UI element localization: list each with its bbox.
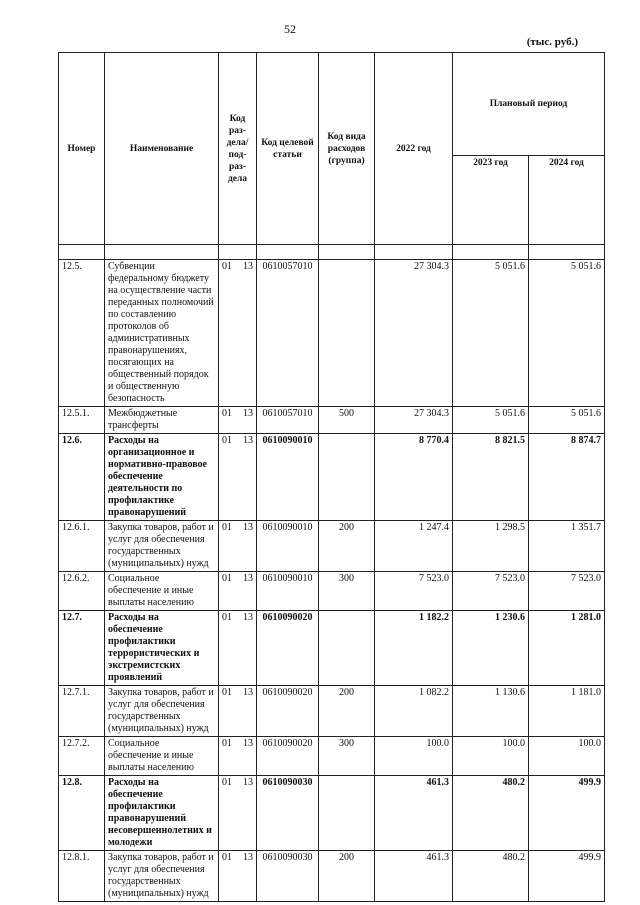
row-target-code: 0610057010: [257, 407, 319, 434]
row-expense-type: 200: [319, 521, 375, 572]
row-section: 01: [222, 738, 232, 749]
row-value-2022: 27 304.3: [375, 260, 453, 407]
row-section: 01: [222, 408, 232, 419]
table-row: [59, 737, 605, 776]
row-target-code: 0610090030: [257, 776, 319, 851]
row-target-code: 0610090030: [257, 851, 319, 902]
row-value-2022: 1 182.2: [375, 611, 453, 686]
row-value-2023: 480.2: [453, 851, 529, 902]
row-value-2022: 1 247.4: [375, 521, 453, 572]
row-subsection: 13: [243, 408, 253, 419]
header-section-code: Код раз-дела/ под-раз-дела: [219, 53, 257, 245]
row-name: Социальное обеспечение и иные выплаты населению: [105, 737, 219, 776]
page-number: 52: [284, 22, 296, 36]
table-row: [59, 521, 605, 572]
row-section-code: [219, 434, 257, 521]
row-value-2023: 5 051.6: [453, 260, 529, 407]
row-expense-type: 200: [319, 851, 375, 902]
row-target-code: 0610057010: [257, 260, 319, 407]
row-value-2024: 8 874.7: [529, 434, 605, 521]
table-row: [59, 611, 605, 686]
row-number: 12.8.: [59, 776, 105, 851]
row-subsection: 13: [243, 261, 253, 272]
row-name: Закупка товаров, работ и услуг для обеспечения государственных (муниципальных) нужд: [105, 521, 219, 572]
table-row: [59, 851, 605, 902]
header-target-code: Код целевой статьи: [257, 53, 319, 245]
table-row: [59, 407, 605, 434]
row-number: 12.6.2.: [59, 572, 105, 611]
row-target-code: 0610090010: [257, 521, 319, 572]
row-value-2024: 499.9: [529, 851, 605, 902]
header-planned-period: Плановый период: [453, 53, 605, 156]
row-section-code: [219, 521, 257, 572]
row-name: Расходы на организационное и нормативно-правовое обеспечение деятельности по профилактике правонарушений: [105, 434, 219, 521]
row-name: Межбюджетные трансферты: [105, 407, 219, 434]
row-section: 01: [222, 573, 232, 584]
row-section: 01: [222, 612, 232, 623]
row-section: 01: [222, 687, 232, 698]
row-subsection: 13: [243, 573, 253, 584]
row-number: 12.5.: [59, 260, 105, 407]
row-value-2024: 1 181.0: [529, 686, 605, 737]
row-section: 01: [222, 261, 232, 272]
row-value-2024: 1 281.0: [529, 611, 605, 686]
row-number: 12.8.1.: [59, 851, 105, 902]
units-label: (тыс. руб.): [526, 36, 578, 48]
row-expense-type: 300: [319, 572, 375, 611]
row-name: Закупка товаров, работ и услуг для обеспечения государственных (муниципальных) нужд: [105, 851, 219, 902]
row-value-2022: 8 770.4: [375, 434, 453, 521]
row-value-2023: 1 298.5: [453, 521, 529, 572]
row-target-code: 0610090020: [257, 737, 319, 776]
row-target-code: 0610090010: [257, 572, 319, 611]
row-value-2023: 1 230.6: [453, 611, 529, 686]
row-value-2023: 5 051.6: [453, 407, 529, 434]
row-section-code: [219, 572, 257, 611]
row-value-2022: 7 523.0: [375, 572, 453, 611]
row-expense-type: [319, 260, 375, 407]
row-value-2022: 461.3: [375, 776, 453, 851]
row-value-2022: 1 082.2: [375, 686, 453, 737]
row-section-code: [219, 260, 257, 407]
row-section-code: [219, 851, 257, 902]
budget-table: [58, 52, 605, 902]
row-value-2024: 499.9: [529, 776, 605, 851]
table-row: [59, 434, 605, 521]
row-target-code: 0610090020: [257, 611, 319, 686]
table-body: [59, 260, 605, 902]
row-section: 01: [222, 522, 232, 533]
row-subsection: 13: [243, 687, 253, 698]
row-name: Субвенции федеральному бюджету на осуществление части переданных полномочий по составлению протоколов об административных правонарушениях, посягающих на общественный порядок и общественную безопасность: [105, 260, 219, 407]
row-value-2024: 100.0: [529, 737, 605, 776]
header-name: Наименование: [105, 53, 219, 245]
row-value-2023: 100.0: [453, 737, 529, 776]
row-name: Закупка товаров, работ и услуг для обеспечения государственных (муниципальных) нужд: [105, 686, 219, 737]
row-target-code: 0610090010: [257, 434, 319, 521]
row-number: 12.7.2.: [59, 737, 105, 776]
table-row: [59, 260, 605, 407]
row-value-2024: 7 523.0: [529, 572, 605, 611]
row-section: 01: [222, 852, 232, 863]
row-name: Расходы на обеспечение профилактики правонарушений несовершеннолетних и молодежи: [105, 776, 219, 851]
table-row: [59, 776, 605, 851]
row-section-code: [219, 686, 257, 737]
row-subsection: 13: [243, 777, 253, 788]
header-2024: 2024 год: [529, 156, 605, 245]
header-number: Номер: [59, 53, 105, 245]
row-number: 12.6.1.: [59, 521, 105, 572]
header-spacer-row: [59, 245, 605, 260]
row-subsection: 13: [243, 522, 253, 533]
row-name: Социальное обеспечение и иные выплаты населению: [105, 572, 219, 611]
table-row: [59, 686, 605, 737]
row-subsection: 13: [243, 852, 253, 863]
row-expense-type: [319, 611, 375, 686]
row-value-2024: 5 051.6: [529, 407, 605, 434]
row-value-2023: 8 821.5: [453, 434, 529, 521]
row-number: 12.7.1.: [59, 686, 105, 737]
row-subsection: 13: [243, 738, 253, 749]
row-value-2022: 461.3: [375, 851, 453, 902]
row-expense-type: 200: [319, 686, 375, 737]
row-expense-type: [319, 776, 375, 851]
row-number: 12.6.: [59, 434, 105, 521]
row-section-code: [219, 407, 257, 434]
row-section-code: [219, 737, 257, 776]
row-section: 01: [222, 435, 232, 446]
row-section: 01: [222, 777, 232, 788]
row-value-2023: 1 130.6: [453, 686, 529, 737]
row-value-2022: 100.0: [375, 737, 453, 776]
row-expense-type: 300: [319, 737, 375, 776]
header-expense-type: Код вида расходов (группа): [319, 53, 375, 245]
row-value-2023: 480.2: [453, 776, 529, 851]
row-name: Расходы на обеспечение профилактики террористических и экстремистских проявлений: [105, 611, 219, 686]
row-value-2022: 27 304.3: [375, 407, 453, 434]
row-subsection: 13: [243, 435, 253, 446]
row-value-2024: 5 051.6: [529, 260, 605, 407]
row-subsection: 13: [243, 612, 253, 623]
row-target-code: 0610090020: [257, 686, 319, 737]
row-expense-type: [319, 434, 375, 521]
row-number: 12.5.1.: [59, 407, 105, 434]
row-number: 12.7.: [59, 611, 105, 686]
row-value-2023: 7 523.0: [453, 572, 529, 611]
table-row: [59, 572, 605, 611]
row-section-code: [219, 611, 257, 686]
row-value-2024: 1 351.7: [529, 521, 605, 572]
row-expense-type: 500: [319, 407, 375, 434]
header-2022: 2022 год: [375, 53, 453, 245]
row-section-code: [219, 776, 257, 851]
header-2023: 2023 год: [453, 156, 529, 245]
